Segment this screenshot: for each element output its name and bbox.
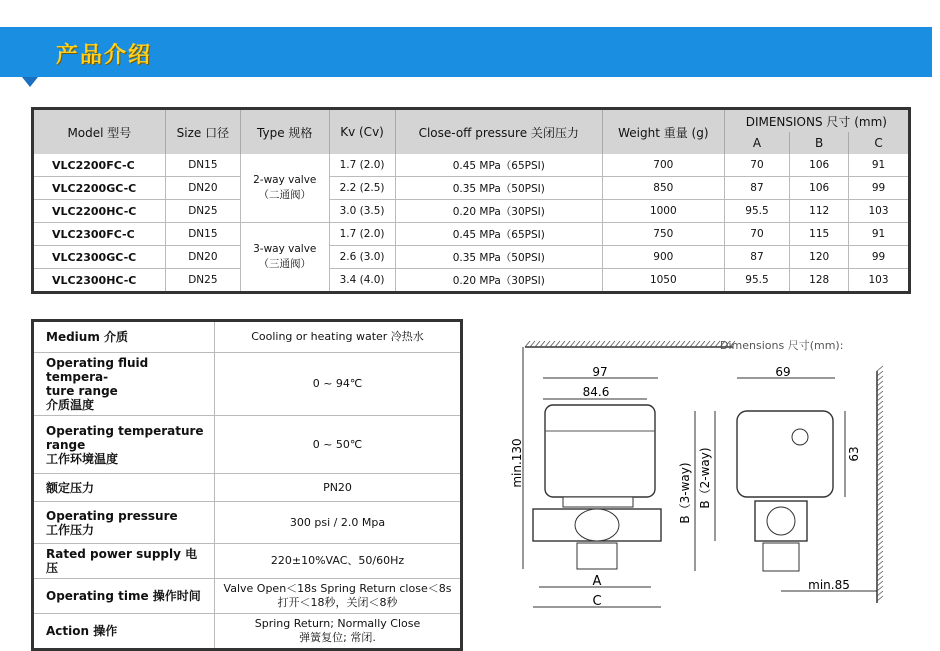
cell-model: VLC2300GC-C <box>33 246 166 269</box>
cell-weight: 700 <box>602 154 724 177</box>
cell-b: 120 <box>790 246 849 269</box>
cell-size: DN25 <box>165 269 240 293</box>
dim-min85: min.85 <box>808 578 850 592</box>
page-title: 产品介绍 <box>56 43 153 68</box>
cell-weight: 900 <box>602 246 724 269</box>
cell-size: DN15 <box>165 154 240 177</box>
property-row <box>33 353 462 416</box>
cell-pressure: 0.45 MPa（65PSI) <box>395 154 602 177</box>
cell-kv: 1.7 (2.0) <box>329 223 395 246</box>
property-value: PN20 <box>215 474 462 502</box>
cell-c: 91 <box>849 223 910 246</box>
cell-model: VLC2300FC-C <box>33 223 166 246</box>
type-label: 2-way valve <box>253 174 317 186</box>
property-key: Operating time 操作时间 <box>33 579 215 614</box>
cell-a: 70 <box>724 154 790 177</box>
type-label-cn: （二通阀） <box>258 189 311 201</box>
cell-pressure: 0.20 MPa（30PSI) <box>395 200 602 223</box>
cell-type <box>240 223 329 293</box>
cell-a: 87 <box>724 246 790 269</box>
dim-c: C <box>592 594 602 609</box>
valve-port-bottom <box>577 543 617 569</box>
cell-a: 95.5 <box>724 200 790 223</box>
cell-type <box>240 154 329 223</box>
property-value: 220±10%VAC、50/60Hz <box>215 544 462 579</box>
col-size: Size 口径 <box>165 109 240 155</box>
property-key: Action 操作 <box>33 614 215 650</box>
cell-c: 103 <box>849 269 910 293</box>
spec-table <box>31 107 911 294</box>
cell-kv: 3.0 (3.5) <box>329 200 395 223</box>
dim-69: 69 <box>775 365 791 379</box>
cell-model: VLC2200FC-C <box>33 154 166 177</box>
cell-b: 112 <box>790 200 849 223</box>
property-key: 额定压力 <box>33 474 215 502</box>
cell-c: 99 <box>849 177 910 200</box>
cell-size: DN20 <box>165 246 240 269</box>
cell-b: 106 <box>790 154 849 177</box>
cell-weight: 750 <box>602 223 724 246</box>
property-key: Operating temperature range 工作环境温度 <box>33 416 215 474</box>
col-weight: Weight 重量 (g) <box>602 109 724 155</box>
property-row <box>33 416 462 474</box>
cell-kv: 3.4 (4.0) <box>329 269 395 293</box>
cell-kv: 2.6 (3.0) <box>329 246 395 269</box>
cell-size: DN15 <box>165 223 240 246</box>
actuator-side <box>737 411 833 497</box>
property-key: Operating pressure 工作压力 <box>33 502 215 544</box>
property-value: 300 psi / 2.0 Mpa <box>215 502 462 544</box>
type-label: 3-way valve <box>253 243 317 255</box>
cell-b: 128 <box>790 269 849 293</box>
table-row <box>33 269 910 293</box>
cell-c: 91 <box>849 154 910 177</box>
dim-min130: min.130 <box>510 438 524 488</box>
property-key: Operating fluid tempera- ture range 介质温度 <box>33 353 215 416</box>
cell-pressure: 0.35 MPa（50PSI) <box>395 246 602 269</box>
table-row <box>33 177 910 200</box>
property-value: Valve Open＜18s Spring Return close＜8s 打开＜18秒，关闭＜8秒 <box>215 579 462 614</box>
actuator-body <box>545 405 655 497</box>
property-row <box>33 614 462 650</box>
cell-a: 87 <box>724 177 790 200</box>
cell-size: DN20 <box>165 177 240 200</box>
cell-pressure: 0.20 MPa（30PSI) <box>395 269 602 293</box>
property-value: Cooling or heating water 冷热水 <box>215 321 462 353</box>
dim-a: A <box>592 574 602 589</box>
cell-pressure: 0.45 MPa（65PSI) <box>395 223 602 246</box>
dim-b-2way: B（2-way) <box>698 447 712 509</box>
cell-c: 99 <box>849 246 910 269</box>
property-value: 0 ~ 50℃ <box>215 416 462 474</box>
col-model: Model 型号 <box>33 109 166 155</box>
table-row <box>33 200 910 223</box>
cell-size: DN25 <box>165 200 240 223</box>
property-row <box>33 579 462 614</box>
cell-model: VLC2200HC-C <box>33 200 166 223</box>
cell-model: VLC2300HC-C <box>33 269 166 293</box>
type-label-cn: （三通阀） <box>258 258 311 270</box>
cell-kv: 1.7 (2.0) <box>329 154 395 177</box>
cell-c: 103 <box>849 200 910 223</box>
banner-marker <box>22 77 38 87</box>
cell-a: 95.5 <box>724 269 790 293</box>
col-b: B <box>790 132 849 154</box>
dimension-diagram <box>510 333 895 633</box>
dim-97: 97 <box>592 365 608 379</box>
cell-b: 115 <box>790 223 849 246</box>
property-row <box>33 474 462 502</box>
dim-84-6: 84.6 <box>582 385 610 399</box>
col-kv: Kv (Cv) <box>329 109 395 155</box>
col-type: Type 规格 <box>240 109 329 155</box>
cell-kv: 2.2 (2.5) <box>329 177 395 200</box>
col-c: C <box>849 132 910 154</box>
property-key: Rated power supply 电压 <box>33 544 215 579</box>
property-row <box>33 321 462 353</box>
cell-a: 70 <box>724 223 790 246</box>
property-value: 0 ~ 94℃ <box>215 353 462 416</box>
property-key: Medium 介质 <box>33 321 215 353</box>
property-row <box>33 544 462 579</box>
cell-model: VLC2200GC-C <box>33 177 166 200</box>
cell-weight: 1050 <box>602 269 724 293</box>
cell-b: 106 <box>790 177 849 200</box>
cell-weight: 1000 <box>602 200 724 223</box>
col-pressure: Close-off pressure 关闭压力 <box>395 109 602 155</box>
cell-weight: 850 <box>602 177 724 200</box>
actuator-base <box>563 497 633 507</box>
table-row <box>33 154 910 177</box>
property-value: Spring Return; Normally Close 弹簧复位; 常闭. <box>215 614 462 650</box>
col-dimensions: DIMENSIONS 尺寸 (mm) <box>724 109 909 133</box>
dimensions-title: Dimensions 尺寸(mm): <box>720 339 844 352</box>
valve-port-side <box>763 543 799 571</box>
table-row <box>33 223 910 246</box>
col-a: A <box>724 132 790 154</box>
cell-pressure: 0.35 MPa（50PSI) <box>395 177 602 200</box>
table-row <box>33 246 910 269</box>
property-row <box>33 502 462 544</box>
dim-b-3way: B（3-way) <box>678 462 692 524</box>
properties-table <box>31 319 463 651</box>
dim-63: 63 <box>847 446 861 462</box>
